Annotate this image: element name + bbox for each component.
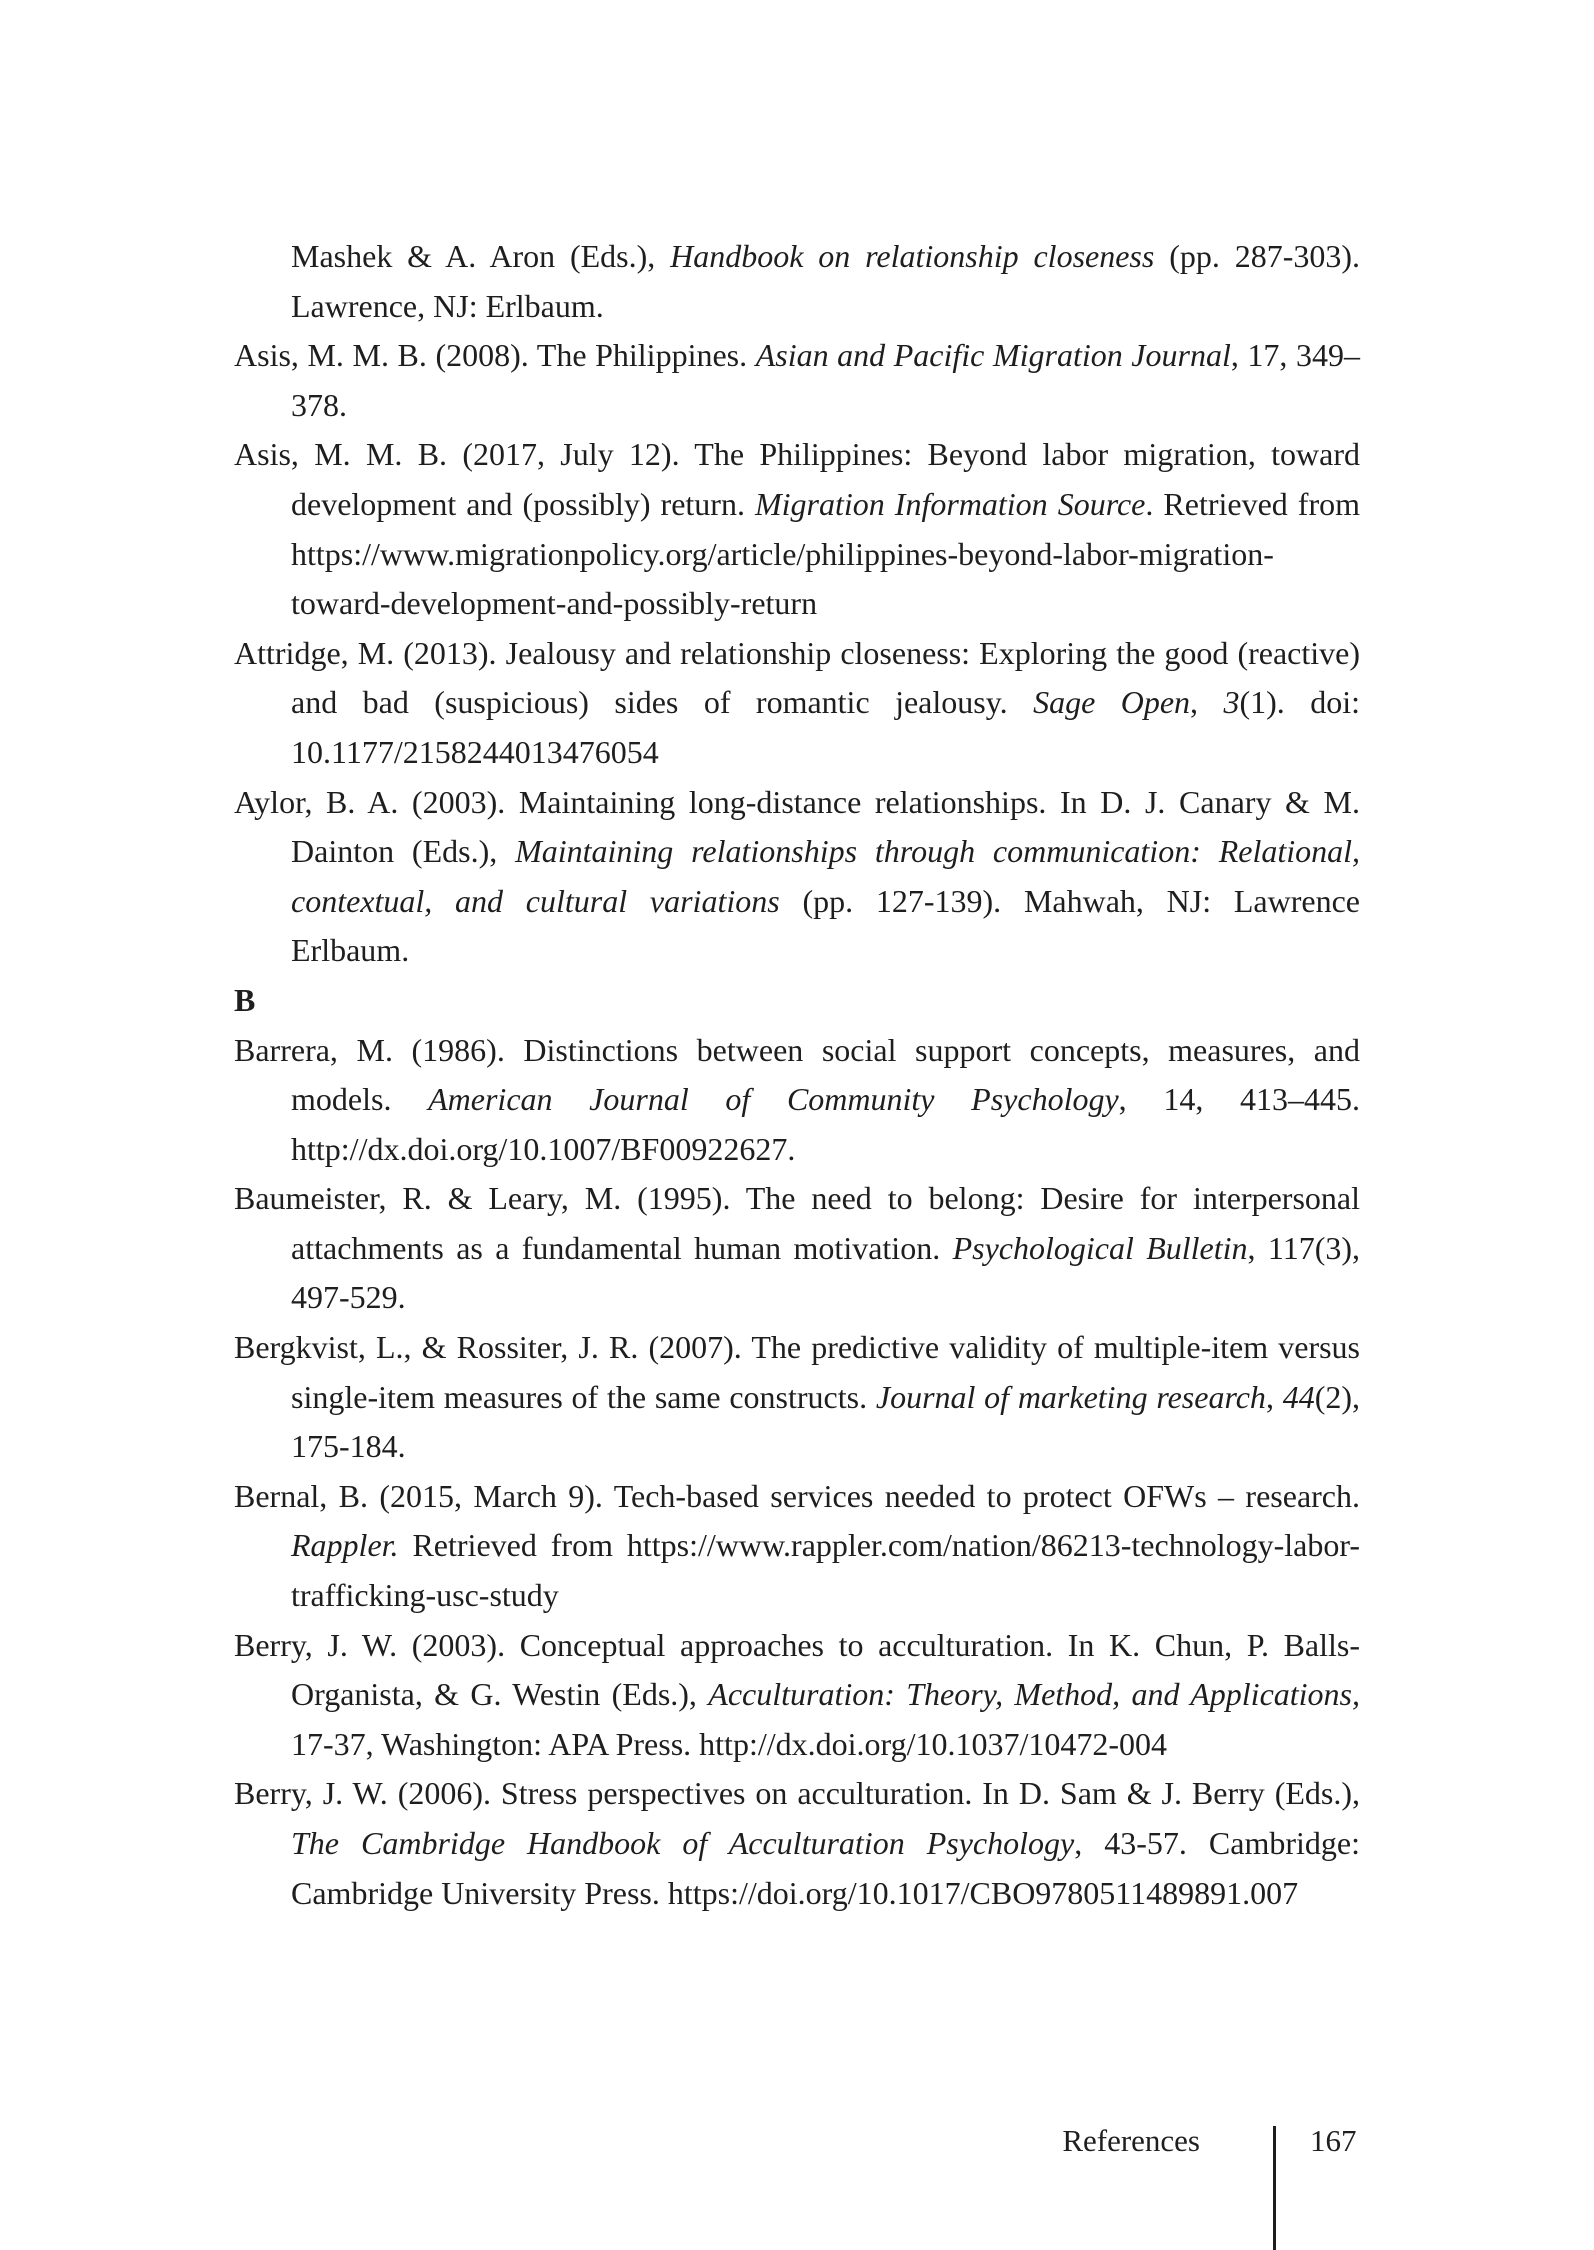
reference-separator: ,: [1190, 684, 1224, 721]
reference-text: Bernal, B. (2015, March 9). Tech-based services needed to protect OFWs – research.: [234, 1477, 1360, 1514]
reference-entry: [234, 232, 1360, 331]
reference-entry: [234, 1026, 1360, 1175]
reference-tail: . Retrieved from https://www.migrationpolicy.org/article/philippines-beyond-labor-migration-toward-development-and-possibly-return: [291, 485, 1361, 622]
reference-list: [234, 232, 1360, 1918]
reference-separator: ,: [1265, 1378, 1283, 1415]
reference-text: Bergkvist, L., & Rossiter, J. R. (2007). The predictive validity of multiple-item versus single-item measures of the same constructs.: [234, 1329, 1360, 1415]
reference-title: Handbook on relationship closeness: [670, 238, 1155, 274]
reference-text: Berry, J. W. (2006). Stress perspectives on acculturation. In D. Sam & J. Berry (Eds.),: [234, 1775, 1360, 1812]
reference-tail: 17-37, Washington: APA Press. http://dx.doi.org/10.1037/10472-004: [291, 1725, 1168, 1762]
footer-section-label: References: [1062, 2123, 1200, 2158]
section-letter: B: [234, 981, 256, 1018]
reference-volume: 44: [1282, 1378, 1315, 1415]
reference-entry: [234, 629, 1360, 778]
reference-entry: [234, 1621, 1360, 1770]
reference-text: Mashek & A. Aron (Eds.),: [291, 238, 671, 274]
reference-title: Maintaining relationships through communication: Relational, contextual, and cultural variations: [291, 833, 1360, 919]
reference-entry: [234, 430, 1360, 628]
reference-text: Asis, M. M. B. (2017, July 12). The Philippines: Beyond labor migration, toward development and (possibly) return.: [234, 436, 1360, 522]
reference-tail: (pp. 287-303). Lawrence, NJ: Erlbaum.: [291, 238, 1361, 324]
reference-tail: , 17, 349–378.: [291, 337, 1361, 423]
reference-tail: , 117(3), 497-529.: [291, 1229, 1361, 1316]
reference-tail: Retrieved from https://www.rappler.com/nation/86213-technology-labor-trafficking-usc-study: [291, 1527, 1360, 1614]
reference-tail: , 14, 413–445. http://dx.doi.org/10.1007/BF00922627.: [291, 1081, 1361, 1167]
page-number: 167: [1310, 2123, 1357, 2158]
reference-tail: (2), 175-184.: [291, 1378, 1361, 1465]
reference-title: Journal of marketing research: [875, 1378, 1266, 1415]
reference-text: Attridge, M. (2013). Jealousy and relationship closeness: Exploring the good (reactive) and bad (suspicious) sides of romantic jealousy.: [234, 634, 1360, 721]
reference-title: American Journal of Community Psychology: [428, 1081, 1119, 1118]
reference-entry: [234, 331, 1360, 430]
reference-entry: [234, 1323, 1360, 1472]
reference-text: Baumeister, R. & Leary, M. (1995). The need to belong: Desire for interpersonal attachments as a fundamental human motivation.: [234, 1180, 1360, 1266]
reference-title: The Cambridge Handbook of Acculturation Psychology: [291, 1825, 1075, 1861]
reference-title: Asian and Pacific Migration Journal: [755, 337, 1231, 374]
footer-divider: [1273, 2126, 1276, 2250]
reference-text: Asis, M. M. B. (2008). The Philippines.: [234, 337, 756, 374]
reference-text: Barrera, M. (1986). Distinctions between social support concepts, measures, and models.: [234, 1031, 1360, 1118]
reference-title: Psychological Bulletin: [952, 1229, 1248, 1266]
reference-text: Aylor, B. A. (2003). Maintaining long-distance relationships. In D. J. Canary & M. Dainton (Eds.),: [234, 783, 1360, 870]
reference-entry: [234, 1174, 1360, 1323]
reference-tail: (pp. 127-139). Mahwah, NJ: Lawrence Erlbaum.: [291, 882, 1361, 969]
reference-text: Berry, J. W. (2003). Conceptual approaches to acculturation. In K. Chun, P. Balls-Organista, & G. Westin (Eds.),: [234, 1626, 1360, 1713]
reference-title: Migration Information Source: [754, 485, 1146, 522]
reference-tail: (1). doi: 10.1177/2158244013476054: [291, 684, 1360, 770]
reference-title: Acculturation: Theory, Method, and Applications,: [708, 1676, 1361, 1713]
reference-entry: [234, 778, 1360, 976]
reference-entry: [234, 1769, 1360, 1918]
reference-entry: [234, 1472, 1360, 1621]
reference-title: Rappler.: [291, 1527, 399, 1564]
reference-volume: 3: [1223, 684, 1240, 721]
reference-tail: , 43-57. Cambridge: Cambridge University Press. https://doi.org/10.1017/CBO9780511489891.007: [291, 1825, 1361, 1911]
reference-title: Sage Open: [1033, 684, 1191, 721]
